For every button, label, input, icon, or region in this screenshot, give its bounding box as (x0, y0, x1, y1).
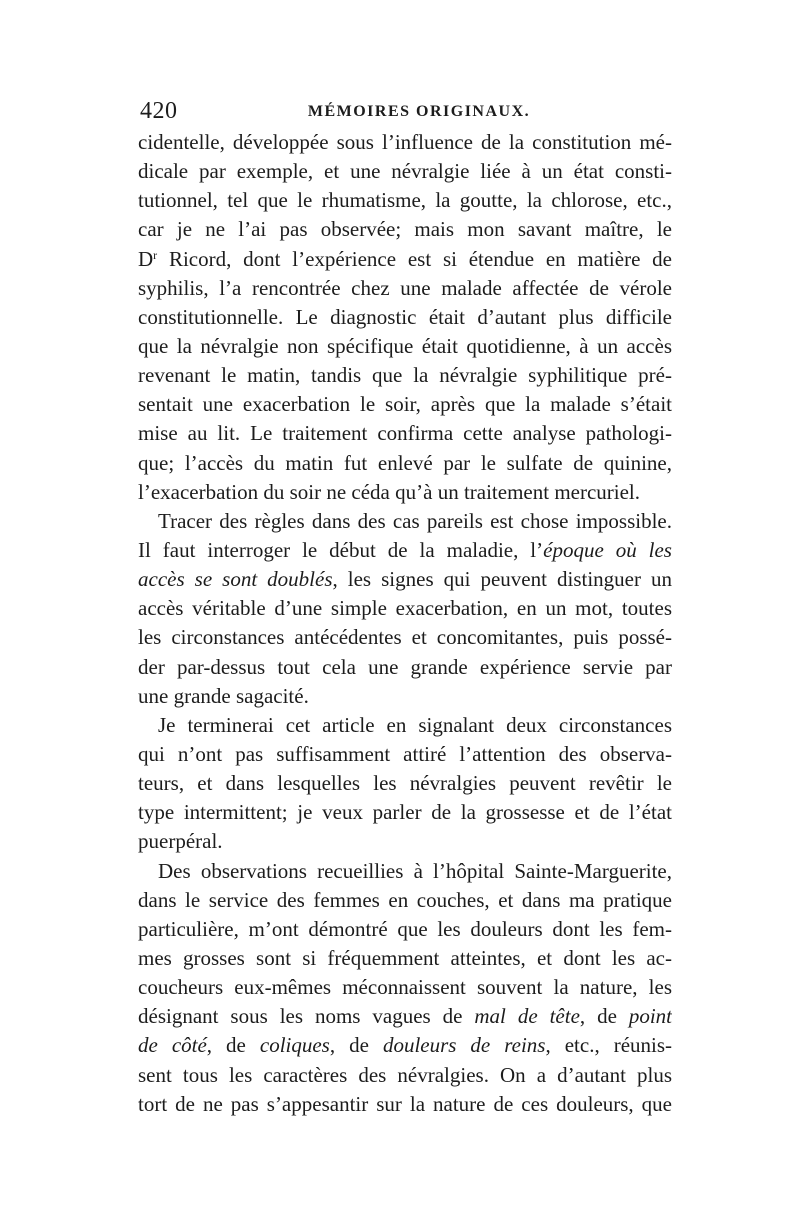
text-line (138, 215, 672, 244)
text-line (138, 857, 672, 886)
text-line (138, 915, 672, 944)
text-segment: syphilis, l’a rencontrée chez une malade affectée de vérole (138, 275, 672, 300)
text-line (138, 682, 672, 711)
text-segment: der par-dessus tout cela une grande expérience servie par (138, 654, 672, 679)
italic-text: époque où les (543, 537, 672, 562)
text-line (138, 245, 672, 274)
running-title: MÉMOIRES ORIGINAUX. (307, 103, 531, 120)
italic-text: point (628, 1004, 672, 1029)
text-segment: Des observations recueillies à l’hôpital Sainte-Marguerite, (158, 858, 672, 883)
text-segment: dicale par exemple, et une névralgie liée à un état consti- (138, 159, 672, 184)
text-segment: accès véritable d’une simple exacerbation, en un mot, toutes (138, 596, 672, 621)
italic-text: accès se sont doublés (138, 567, 333, 592)
text-segment: , de (206, 1033, 260, 1058)
superscript: r (153, 247, 158, 262)
text-line (138, 653, 672, 682)
text-segment: car je ne l’ai pas observée; mais mon savant maître, le (138, 217, 672, 242)
text-segment: tutionnel, tel que le rhumatisme, la goutte, la chlorose, etc., (138, 188, 672, 213)
text-line (138, 419, 672, 448)
text-segment: puerpéral. (138, 829, 223, 854)
text-segment: les circonstances antécédentes et concomitantes, puis possé- (138, 625, 672, 650)
text-segment: revenant le matin, tandis que la névralgie syphilitique pré- (138, 363, 672, 388)
text-segment: l’exacerbation du soir ne céda qu’à un traitement mercuriel. (138, 479, 641, 504)
text-segment: , de (579, 1004, 629, 1029)
text-line (138, 1090, 672, 1119)
italic-text: de côté (138, 1033, 207, 1058)
italic-text: douleurs de reins (382, 1033, 546, 1058)
text-line (138, 623, 672, 652)
text-segment: , de (329, 1033, 383, 1058)
text-line (138, 449, 672, 478)
text-segment: cidentelle, développée sous l’influence de la constitution mé- (138, 130, 672, 154)
text-line (138, 1002, 672, 1031)
text-line (138, 594, 672, 623)
text-segment: type intermittent; je veux parler de la grossesse et de l’état (138, 800, 672, 825)
text-segment: que la névralgie non spécifique était quotidienne, à un accès (138, 333, 672, 358)
text-line (138, 157, 672, 186)
text-segment: désignant sous les noms vagues de (138, 1004, 475, 1029)
text-segment: D (138, 246, 154, 271)
text-segment: constitutionnelle. Le diagnostic était d’autant plus difficile (138, 304, 672, 329)
text-segment: une grande sagacité. (138, 683, 309, 708)
text-segment: teurs, et dans lesquelles les névralgies peuvent revêtir le (138, 771, 672, 796)
page-number: 420 (140, 98, 178, 124)
text-line (138, 332, 672, 361)
text-segment: Il faut interroger le début de la maladie, l’ (138, 537, 544, 562)
text-segment: mes grosses sont si fréquemment atteintes, et dont les ac- (138, 945, 672, 970)
italic-text: mal de tête (474, 1004, 580, 1029)
text-segment: dans le service des femmes en couches, et dans ma pratique (138, 887, 672, 912)
text-line (138, 274, 672, 303)
text-segment: particulière, m’ont démontré que les douleurs dont les fem- (138, 916, 672, 941)
text-line (138, 186, 672, 215)
text-line (138, 565, 672, 594)
text-segment: Ricord, dont l’expérience est si étendue en matière de (157, 246, 672, 271)
text-line (138, 1031, 672, 1060)
text-line (138, 1061, 672, 1090)
text-segment: Je terminerai cet article en signalant deux circonstances (158, 712, 672, 737)
text-segment: qui n’ont pas suffisamment attiré l’attention des observa- (138, 741, 672, 766)
text-segment: que; l’accès du matin fut enlevé par le sulfate de quinine, (138, 450, 672, 475)
text-line (138, 303, 672, 332)
page-header (140, 96, 672, 126)
text-segment: , etc., réunis- (545, 1033, 672, 1058)
text-line (138, 944, 672, 973)
body-text (138, 128, 672, 1119)
text-line (138, 886, 672, 915)
text-line (138, 128, 672, 157)
text-segment: coucheurs eux-mêmes méconnaissent souvent la nature, les (138, 975, 672, 1000)
text-line (138, 769, 672, 798)
text-segment: , les signes qui peuvent distinguer un (332, 567, 672, 592)
text-line (138, 827, 672, 856)
text-segment: sent tous les caractères des névralgies. On a d’autant plus (138, 1062, 672, 1087)
text-line (138, 507, 672, 536)
text-line (138, 390, 672, 419)
text-line (138, 478, 672, 507)
text-segment: sentait une exacerbation le soir, après que la malade s’était (138, 392, 672, 417)
text-segment: Tracer des règles dans des cas pareils est chose impossible. (158, 508, 672, 533)
text-line (138, 798, 672, 827)
text-line (138, 711, 672, 740)
italic-text: coliques (259, 1033, 330, 1058)
text-segment: mise au lit. Le traitement confirma cette analyse pathologi- (138, 421, 672, 446)
text-line (138, 973, 672, 1002)
text-line (138, 361, 672, 390)
text-line (138, 740, 672, 769)
text-line (138, 536, 672, 565)
text-segment: tort de ne pas s’appesantir sur la nature de ces douleurs, que (138, 1091, 672, 1116)
